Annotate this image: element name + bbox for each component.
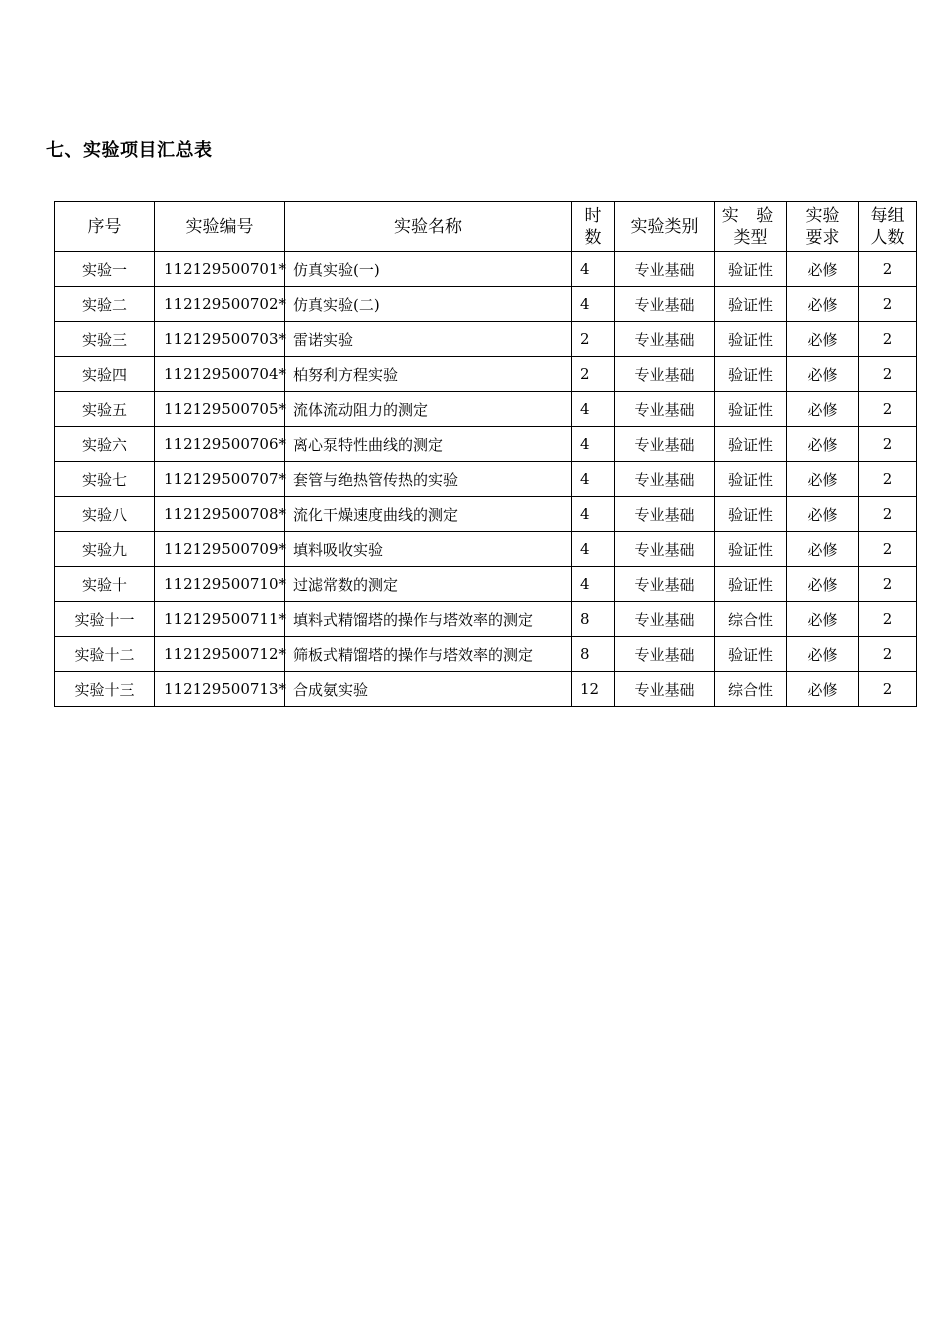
cell-seq: 实验十一 xyxy=(55,602,155,637)
table-header xyxy=(55,202,917,252)
table-row xyxy=(55,497,917,532)
cell-category: 专业基础 xyxy=(615,462,715,497)
header-group-line2: 人数 xyxy=(870,227,905,248)
cell-name: 填料式精馏塔的操作与塔效率的测定 xyxy=(285,602,572,637)
table-row xyxy=(55,602,917,637)
header-group-line1: 每组 xyxy=(870,205,905,226)
cell-category: 专业基础 xyxy=(615,497,715,532)
table-row xyxy=(55,357,917,392)
cell-type: 验证性 xyxy=(715,287,787,322)
cell-group: 2 xyxy=(859,427,917,462)
cell-hours: 8 xyxy=(572,637,615,672)
table-row xyxy=(55,567,917,602)
cell-code: 112129500713* xyxy=(155,672,285,707)
header-type xyxy=(715,202,787,252)
cell-category: 专业基础 xyxy=(615,252,715,287)
cell-code: 112129500709* xyxy=(155,532,285,567)
cell-seq: 实验十 xyxy=(55,567,155,602)
cell-requirement: 必修 xyxy=(787,427,859,462)
cell-seq: 实验九 xyxy=(55,532,155,567)
cell-seq: 实验七 xyxy=(55,462,155,497)
cell-type: 验证性 xyxy=(715,462,787,497)
cell-group: 2 xyxy=(859,462,917,497)
cell-code: 112129500701* xyxy=(155,252,285,287)
experiment-summary-table xyxy=(54,201,917,707)
cell-category: 专业基础 xyxy=(615,672,715,707)
cell-seq: 实验十二 xyxy=(55,637,155,672)
cell-requirement: 必修 xyxy=(787,322,859,357)
cell-code: 112129500712* xyxy=(155,637,285,672)
cell-name: 套管与绝热管传热的实验 xyxy=(285,462,572,497)
cell-hours: 4 xyxy=(572,392,615,427)
cell-group: 2 xyxy=(859,322,917,357)
cell-code: 112129500710* xyxy=(155,567,285,602)
cell-name: 仿真实验(二) xyxy=(285,287,572,322)
cell-name: 流化干燥速度曲线的测定 xyxy=(285,497,572,532)
table-row xyxy=(55,532,917,567)
cell-code: 112129500706* xyxy=(155,427,285,462)
table-row xyxy=(55,672,917,707)
cell-code: 112129500705* xyxy=(155,392,285,427)
cell-group: 2 xyxy=(859,567,917,602)
cell-hours: 8 xyxy=(572,602,615,637)
cell-type: 综合性 xyxy=(715,602,787,637)
cell-group: 2 xyxy=(859,497,917,532)
cell-requirement: 必修 xyxy=(787,497,859,532)
cell-seq: 实验六 xyxy=(55,427,155,462)
cell-name: 雷诺实验 xyxy=(285,322,572,357)
cell-requirement: 必修 xyxy=(787,252,859,287)
cell-seq: 实验一 xyxy=(55,252,155,287)
header-type-line1: 实 验 xyxy=(721,205,780,226)
header-hours xyxy=(572,202,615,252)
cell-requirement: 必修 xyxy=(787,392,859,427)
cell-type: 验证性 xyxy=(715,567,787,602)
cell-category: 专业基础 xyxy=(615,357,715,392)
table-row xyxy=(55,252,917,287)
cell-category: 专业基础 xyxy=(615,287,715,322)
cell-name: 过滤常数的测定 xyxy=(285,567,572,602)
header-code: 实验编号 xyxy=(155,202,285,252)
cell-seq: 实验二 xyxy=(55,287,155,322)
cell-requirement: 必修 xyxy=(787,672,859,707)
cell-type: 验证性 xyxy=(715,357,787,392)
cell-type: 验证性 xyxy=(715,322,787,357)
cell-name: 仿真实验(一) xyxy=(285,252,572,287)
cell-hours: 4 xyxy=(572,497,615,532)
cell-group: 2 xyxy=(859,637,917,672)
cell-group: 2 xyxy=(859,672,917,707)
cell-category: 专业基础 xyxy=(615,602,715,637)
cell-code: 112129500702* xyxy=(155,287,285,322)
header-hours-line1: 时 xyxy=(584,205,602,226)
cell-name: 填料吸收实验 xyxy=(285,532,572,567)
cell-requirement: 必修 xyxy=(787,357,859,392)
cell-group: 2 xyxy=(859,602,917,637)
cell-hours: 4 xyxy=(572,252,615,287)
cell-group: 2 xyxy=(859,392,917,427)
cell-code: 112129500708* xyxy=(155,497,285,532)
cell-category: 专业基础 xyxy=(615,392,715,427)
header-row xyxy=(55,202,917,252)
cell-hours: 4 xyxy=(572,532,615,567)
cell-hours: 2 xyxy=(572,357,615,392)
cell-name: 筛板式精馏塔的操作与塔效率的测定 xyxy=(285,637,572,672)
cell-requirement: 必修 xyxy=(787,287,859,322)
table-row xyxy=(55,637,917,672)
cell-requirement: 必修 xyxy=(787,532,859,567)
header-requirement xyxy=(787,202,859,252)
cell-hours: 4 xyxy=(572,427,615,462)
table-row xyxy=(55,322,917,357)
cell-type: 验证性 xyxy=(715,532,787,567)
cell-type: 验证性 xyxy=(715,497,787,532)
cell-category: 专业基础 xyxy=(615,322,715,357)
table-row xyxy=(55,462,917,497)
cell-seq: 实验四 xyxy=(55,357,155,392)
cell-group: 2 xyxy=(859,532,917,567)
cell-requirement: 必修 xyxy=(787,567,859,602)
table-row xyxy=(55,427,917,462)
header-name: 实验名称 xyxy=(285,202,572,252)
header-requirement-line1: 实验 xyxy=(805,205,840,226)
cell-hours: 4 xyxy=(572,462,615,497)
cell-seq: 实验三 xyxy=(55,322,155,357)
cell-category: 专业基础 xyxy=(615,427,715,462)
cell-category: 专业基础 xyxy=(615,567,715,602)
cell-group: 2 xyxy=(859,252,917,287)
table-row xyxy=(55,287,917,322)
cell-category: 专业基础 xyxy=(615,637,715,672)
header-hours-line2: 数 xyxy=(584,227,602,248)
cell-type: 验证性 xyxy=(715,637,787,672)
cell-hours: 2 xyxy=(572,322,615,357)
cell-requirement: 必修 xyxy=(787,462,859,497)
cell-seq: 实验五 xyxy=(55,392,155,427)
cell-name: 流体流动阻力的测定 xyxy=(285,392,572,427)
cell-group: 2 xyxy=(859,357,917,392)
cell-hours: 12 xyxy=(572,672,615,707)
cell-requirement: 必修 xyxy=(787,602,859,637)
cell-type: 验证性 xyxy=(715,392,787,427)
cell-type: 综合性 xyxy=(715,672,787,707)
header-type-line2: 类型 xyxy=(733,227,768,248)
cell-hours: 4 xyxy=(572,287,615,322)
cell-seq: 实验八 xyxy=(55,497,155,532)
cell-type: 验证性 xyxy=(715,252,787,287)
cell-name: 合成氨实验 xyxy=(285,672,572,707)
cell-group: 2 xyxy=(859,287,917,322)
cell-hours: 4 xyxy=(572,567,615,602)
cell-code: 112129500704* xyxy=(155,357,285,392)
cell-code: 112129500703* xyxy=(155,322,285,357)
cell-requirement: 必修 xyxy=(787,637,859,672)
header-category: 实验类别 xyxy=(615,202,715,252)
table-body xyxy=(55,252,917,707)
header-group xyxy=(859,202,917,252)
header-seq: 序号 xyxy=(55,202,155,252)
cell-seq: 实验十三 xyxy=(55,672,155,707)
cell-name: 离心泵特性曲线的测定 xyxy=(285,427,572,462)
section-title: 七、实验项目汇总表 xyxy=(46,140,213,161)
header-requirement-line2: 要求 xyxy=(805,227,840,248)
cell-code: 112129500707* xyxy=(155,462,285,497)
cell-code: 112129500711* xyxy=(155,602,285,637)
cell-category: 专业基础 xyxy=(615,532,715,567)
table-row xyxy=(55,392,917,427)
cell-name: 柏努利方程实验 xyxy=(285,357,572,392)
cell-type: 验证性 xyxy=(715,427,787,462)
